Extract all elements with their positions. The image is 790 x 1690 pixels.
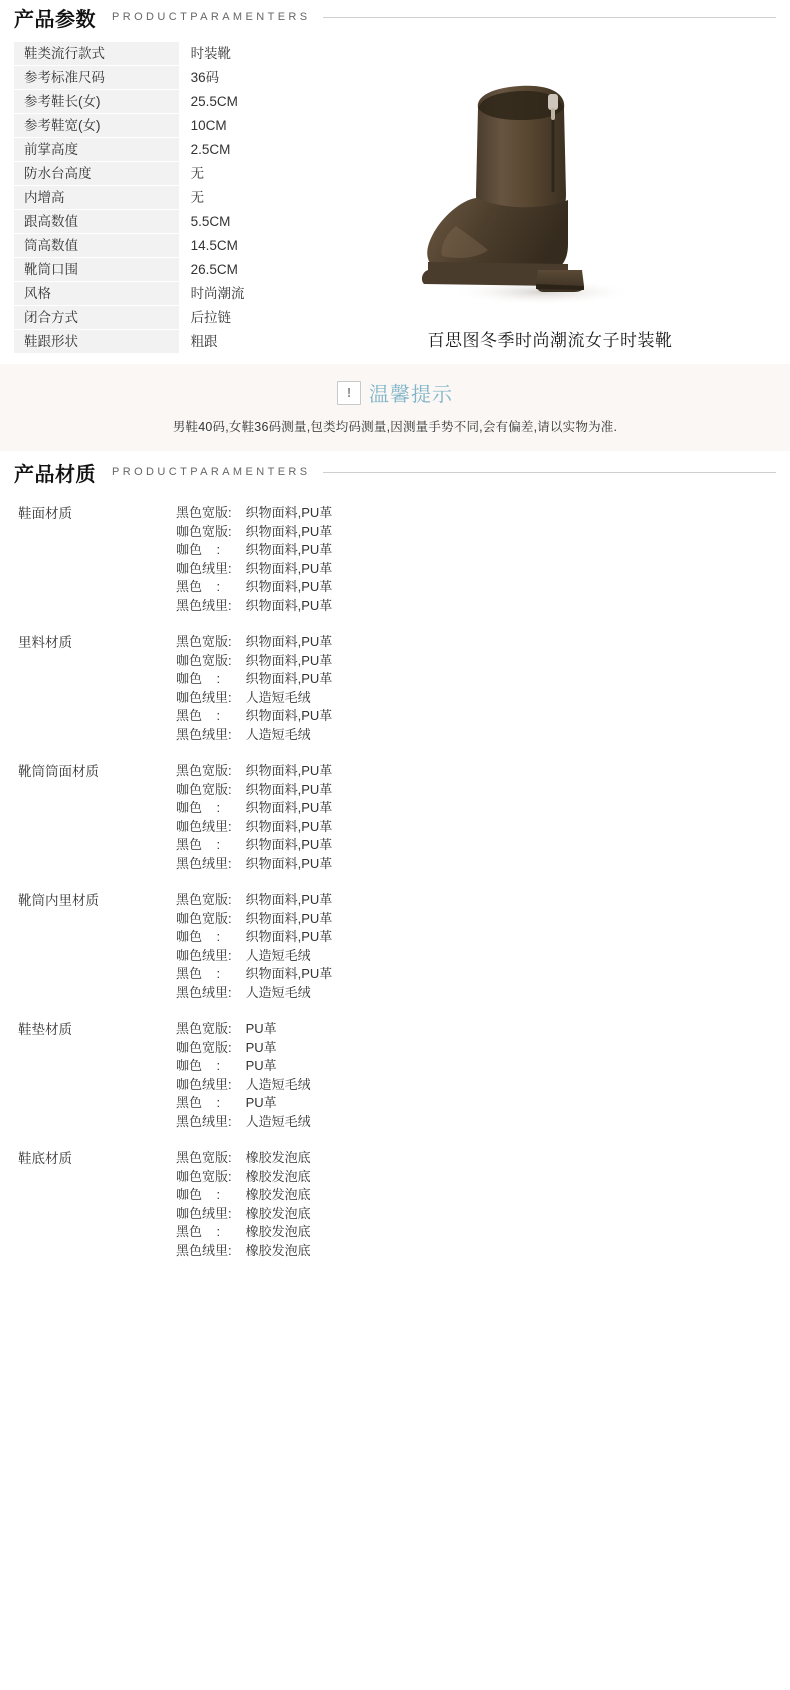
params-row (14, 90, 294, 114)
material-value-text: 织物面料,PU革 (242, 708, 333, 723)
params-row-label: 鞋类流行款式 (14, 42, 179, 66)
params-row-value: 10CM (179, 114, 294, 138)
material-value-color: 黑色绒里: (176, 597, 232, 613)
material-value-line (176, 1223, 790, 1242)
tip-title-row (0, 378, 790, 407)
material-row-label: 靴筒内里材质 (18, 893, 99, 908)
params-row-label: 参考标准尺码 (14, 66, 179, 90)
material-row-label: 鞋面材质 (18, 506, 72, 521)
material-value-text: PU革 (242, 1058, 277, 1073)
material-value-color: 黑色绒里: (176, 1242, 232, 1258)
material-row-values (176, 1149, 790, 1260)
section-title-en: PRODUCTPARAMENTERS (112, 466, 311, 478)
material-value-line (176, 689, 790, 708)
material-value-color: 黑色 : (176, 579, 221, 594)
section-header-params (0, 0, 790, 34)
material-value-line (176, 523, 790, 542)
material-value-line (176, 1149, 790, 1168)
material-value-line (176, 818, 790, 837)
material-value-color: 咖色宽版: (176, 523, 232, 539)
material-row-values (176, 504, 790, 615)
material-value-color: 黑色绒里: (176, 855, 232, 871)
exclamation-icon: ! (337, 381, 361, 405)
material-value-text: 橡胶发泡底 (242, 1224, 311, 1239)
material-value-line (176, 781, 790, 800)
material-value-color: 咖色宽版: (176, 1168, 232, 1184)
params-row-value: 无 (179, 162, 294, 186)
params-row-label: 筒高数值 (14, 234, 179, 258)
params-row-value: 14.5CM (179, 234, 294, 258)
material-row (0, 882, 790, 1011)
material-value-text: 织物面料,PU革 (242, 763, 333, 778)
material-value-line (176, 1057, 790, 1076)
material-row (0, 624, 790, 753)
material-value-text: 织物面料,PU革 (242, 560, 333, 576)
params-section (0, 34, 790, 354)
params-row (14, 114, 294, 138)
material-value-text: 橡胶发泡底 (242, 1150, 311, 1165)
material-value-text: 橡胶发泡底 (242, 1168, 311, 1184)
divider-line (323, 472, 776, 473)
material-value-text: PU革 (242, 1021, 277, 1036)
params-row-label: 闭合方式 (14, 306, 179, 330)
material-value-color: 咖色 : (176, 671, 221, 686)
material-row-values (176, 762, 790, 873)
material-value-color: 咖色绒里: (176, 689, 232, 705)
material-value-line (176, 560, 790, 579)
params-row-value: 时装靴 (179, 42, 294, 66)
params-row-value: 36码 (179, 66, 294, 90)
section-title-cn: 产品参数 (14, 8, 96, 31)
material-value-color: 咖色宽版: (176, 1039, 232, 1055)
material-value-line (176, 1168, 790, 1187)
params-row-label: 内增高 (14, 186, 179, 210)
material-value-text: 织物面料,PU革 (242, 892, 333, 907)
material-value-line (176, 891, 790, 910)
material-value-text: 橡胶发泡底 (242, 1242, 311, 1258)
params-row-label: 靴筒口围 (14, 258, 179, 282)
material-value-color: 黑色 : (176, 708, 221, 723)
material-value-text: 人造短毛绒 (242, 726, 311, 742)
params-row (14, 66, 294, 90)
material-value-text: 织物面料,PU革 (242, 634, 333, 649)
material-value-text: 人造短毛绒 (242, 689, 311, 705)
material-value-line (176, 652, 790, 671)
params-row (14, 282, 294, 306)
material-value-color: 黑色绒里: (176, 726, 232, 742)
material-value-color: 黑色宽版: (176, 1150, 232, 1165)
material-value-text: 织物面料,PU革 (242, 671, 333, 686)
material-value-text: 人造短毛绒 (242, 984, 311, 1000)
material-value-text: 人造短毛绒 (242, 1076, 311, 1092)
params-row (14, 258, 294, 282)
material-row-values (176, 633, 790, 744)
tip-title: 温馨提示 (369, 384, 453, 406)
section-title-cn: 产品材质 (14, 463, 96, 486)
material-value-line (176, 1039, 790, 1058)
material-value-line (176, 928, 790, 947)
params-row-value: 5.5CM (179, 210, 294, 234)
material-value-line (176, 1205, 790, 1224)
divider-line (323, 17, 776, 18)
material-value-line (176, 947, 790, 966)
material-row-label: 靴筒筒面材质 (18, 764, 99, 779)
material-value-color: 黑色宽版: (176, 634, 232, 649)
material-value-color: 黑色宽版: (176, 505, 232, 520)
material-value-color: 咖色 : (176, 800, 221, 815)
material-value-line (176, 1242, 790, 1261)
material-value-color: 咖色 : (176, 1187, 221, 1202)
product-showcase (330, 74, 770, 388)
params-row-value: 无 (179, 186, 294, 210)
tip-text: 男鞋40码,女鞋36码测量,包类均码测量,因测量手势不同,会有偏差,请以实物为准. (172, 420, 618, 434)
material-value-line (176, 541, 790, 560)
material-value-color: 黑色 : (176, 1095, 221, 1110)
material-row (0, 753, 790, 882)
material-value-text: PU革 (242, 1095, 277, 1110)
tip-banner (0, 364, 790, 451)
material-row-label: 里料材质 (18, 635, 72, 650)
material-value-text: 织物面料,PU革 (242, 542, 333, 557)
material-row-label: 鞋底材质 (18, 1151, 72, 1166)
material-value-line (176, 707, 790, 726)
material-row-values (176, 891, 790, 1002)
material-value-color: 黑色绒里: (176, 1113, 232, 1129)
material-value-color: 咖色绒里: (176, 560, 232, 576)
material-value-color: 咖色绒里: (176, 947, 232, 963)
material-value-text: 织物面料,PU革 (242, 781, 333, 797)
params-row-label: 防水台高度 (14, 162, 179, 186)
material-value-line (176, 1186, 790, 1205)
material-value-color: 黑色 : (176, 1224, 221, 1239)
material-value-text: 织物面料,PU革 (242, 800, 333, 815)
material-value-text: 织物面料,PU革 (242, 523, 333, 539)
params-row-label: 鞋跟形状 (14, 330, 179, 354)
material-value-color: 咖色宽版: (176, 781, 232, 797)
params-row (14, 186, 294, 210)
material-value-line (176, 984, 790, 1003)
params-row (14, 162, 294, 186)
params-table (14, 42, 294, 354)
params-row-label: 前掌高度 (14, 138, 179, 162)
material-value-color: 黑色宽版: (176, 892, 232, 907)
params-row-label: 风格 (14, 282, 179, 306)
material-value-line (176, 633, 790, 652)
params-row-label: 参考鞋宽(女) (14, 114, 179, 138)
material-value-line (176, 1113, 790, 1132)
product-name: 百思图冬季时尚潮流女子时装靴 (427, 331, 673, 350)
material-value-line (176, 504, 790, 523)
material-value-line (176, 597, 790, 616)
params-row (14, 138, 294, 162)
material-value-text: 橡胶发泡底 (242, 1205, 311, 1221)
material-value-text: 织物面料,PU革 (242, 505, 333, 520)
material-value-line (176, 1076, 790, 1095)
material-value-color: 黑色宽版: (176, 1021, 232, 1036)
material-value-line (176, 799, 790, 818)
material-row (0, 1140, 790, 1269)
material-value-line (176, 965, 790, 984)
material-value-text: 织物面料,PU革 (242, 910, 333, 926)
material-value-line (176, 855, 790, 874)
section-title-en: PRODUCTPARAMENTERS (112, 11, 311, 23)
material-value-text: 织物面料,PU革 (242, 966, 333, 981)
material-value-text: 织物面料,PU革 (242, 929, 333, 944)
material-value-color: 黑色绒里: (176, 984, 232, 1000)
material-value-color: 咖色 : (176, 1058, 221, 1073)
material-value-color: 咖色绒里: (176, 1076, 232, 1092)
page-bottom-space (0, 1269, 790, 1609)
material-value-line (176, 762, 790, 781)
params-row-value: 26.5CM (179, 258, 294, 282)
material-value-color: 咖色宽版: (176, 910, 232, 926)
material-value-text: 人造短毛绒 (242, 947, 311, 963)
material-value-color: 咖色 : (176, 542, 221, 557)
params-row-label: 跟高数值 (14, 210, 179, 234)
material-value-text: 织物面料,PU革 (242, 597, 333, 613)
material-value-text: 人造短毛绒 (242, 1113, 311, 1129)
material-value-text: 橡胶发泡底 (242, 1187, 311, 1202)
section-header-material (0, 455, 790, 489)
material-value-line (176, 836, 790, 855)
material-value-line (176, 726, 790, 745)
material-value-line (176, 578, 790, 597)
material-value-color: 咖色宽版: (176, 652, 232, 668)
boot-image (370, 74, 730, 314)
material-value-text: 织物面料,PU革 (242, 837, 333, 852)
material-row (0, 495, 790, 624)
material-section (0, 489, 790, 1269)
params-row-value: 后拉链 (179, 306, 294, 330)
material-value-text: 织物面料,PU革 (242, 652, 333, 668)
params-row (14, 42, 294, 66)
material-value-color: 黑色宽版: (176, 763, 232, 778)
params-row-value: 2.5CM (179, 138, 294, 162)
material-row-values (176, 1020, 790, 1131)
material-value-color: 咖色绒里: (176, 818, 232, 834)
params-row-value: 25.5CM (179, 90, 294, 114)
params-row-label: 参考鞋长(女) (14, 90, 179, 114)
boot-photo-illustration (370, 74, 730, 314)
material-value-color: 黑色 : (176, 966, 221, 981)
params-row (14, 330, 294, 354)
material-value-line (176, 1094, 790, 1113)
material-value-color: 黑色 : (176, 837, 221, 852)
material-row-label: 鞋垫材质 (18, 1022, 72, 1037)
material-value-line (176, 1020, 790, 1039)
material-value-text: 织物面料,PU革 (242, 579, 333, 594)
params-row (14, 306, 294, 330)
params-row (14, 210, 294, 234)
material-value-text: 织物面料,PU革 (242, 855, 333, 871)
params-row-value: 粗跟 (179, 330, 294, 354)
material-row (0, 1011, 790, 1140)
params-row-value: 时尚潮流 (179, 282, 294, 306)
material-value-text: 织物面料,PU革 (242, 818, 333, 834)
material-value-line (176, 910, 790, 929)
params-row (14, 234, 294, 258)
material-value-line (176, 670, 790, 689)
material-value-color: 咖色绒里: (176, 1205, 232, 1221)
material-value-color: 咖色 : (176, 929, 221, 944)
material-value-text: PU革 (242, 1039, 277, 1055)
